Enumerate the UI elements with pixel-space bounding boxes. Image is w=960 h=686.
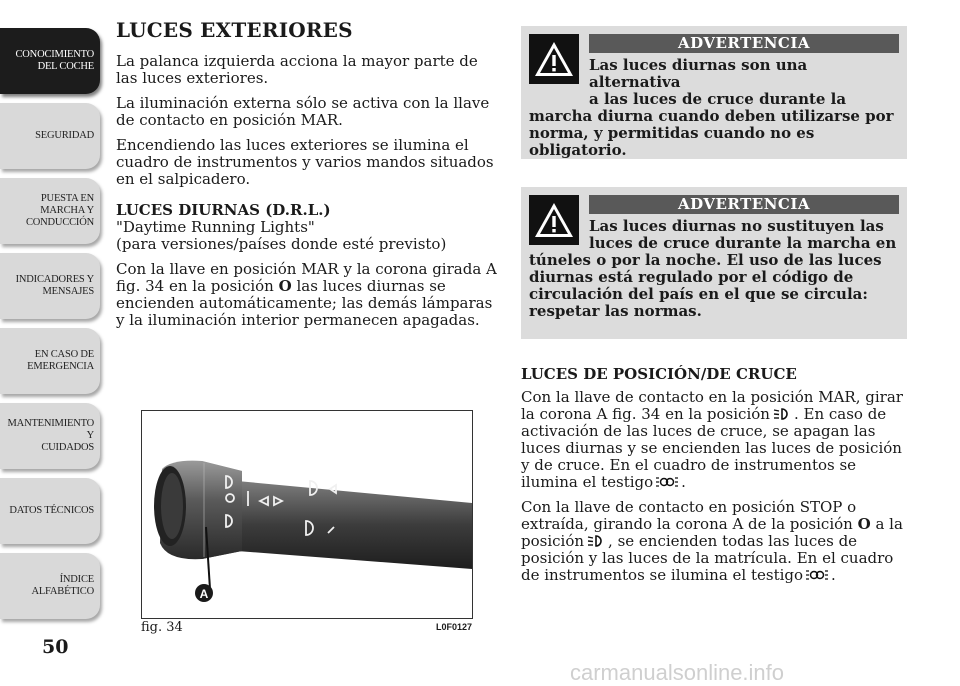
text: . — [681, 473, 686, 491]
tab-indice[interactable] — [0, 553, 100, 619]
tab-label: SEGURIDAD — [35, 130, 94, 141]
tab-label: EN CASO DE EMERGENCIA — [27, 349, 94, 372]
warning-triangle-icon — [529, 34, 579, 84]
tab-label: DATOS TÉCNICOS — [9, 505, 94, 516]
low-beam-position-icon — [587, 534, 605, 548]
figure-caption — [141, 620, 472, 635]
drl-subtitle: "Daytime Running Lights" — [116, 218, 315, 236]
text: . En caso de activación de las luces de cruce, se apagan las luces diurnas y se encienden las luces de posición y de cruce. En el cuadro de instrumentos se ilumina el testigo — [521, 405, 902, 491]
warning-header: ADVERTENCIA — [589, 195, 899, 214]
warning-line: Las luces diurnas son una alternativa — [589, 56, 808, 91]
tab-conocimiento[interactable] — [0, 28, 100, 94]
position-lights-indicator-icon — [806, 568, 828, 582]
text: , se encienden todas las luces de posición y las luces de la matrícula. En el cuadro de instrumentos se ilumina el testigo — [521, 532, 894, 584]
paragraph: La iluminación externa sólo se activa con la llave de contacto en posición MAR. — [116, 94, 490, 129]
tab-label: PUESTA EN MARCHA Y CONDUCCIÓN — [25, 193, 94, 228]
paragraph — [521, 389, 907, 491]
position-o: O — [278, 277, 292, 295]
watermark: carmanualsonline.info — [570, 660, 785, 685]
marker-a-label: A — [199, 587, 209, 601]
text: Con la llave de contacto en la posición MAR, girar la corona A fig. 34 en la posición — [521, 388, 903, 423]
warning-line: túneles o por la noche. El uso de las luces diurnas está regulado por el código de circulación del país en el que se circula: respetar las normas. — [529, 251, 882, 320]
tab-label: MANTENIMIENTO Y CUIDADOS — [7, 418, 94, 453]
drl-title: LUCES DIURNAS (D.R.L.) — [116, 201, 331, 219]
caption-text: fig. 34 — [141, 620, 183, 635]
tab-label: ÍNDICE ALFABÉTICO — [31, 574, 94, 597]
warning-header: ADVERTENCIA — [589, 34, 899, 53]
text: a la posición — [521, 515, 903, 550]
warning-triangle-icon — [529, 195, 579, 245]
paragraph — [116, 261, 501, 329]
stalk-illustration — [142, 411, 472, 618]
page-number: 50 — [42, 636, 69, 658]
tab-seguridad[interactable] — [0, 103, 100, 169]
figure-lever — [141, 410, 473, 619]
warning-text — [529, 218, 899, 320]
chapter-sidebar — [0, 28, 100, 628]
position-o: O — [857, 515, 871, 533]
figure-code: L0F0127 — [435, 622, 472, 632]
warning-line: Las luces diurnas no sustituyen las — [589, 217, 884, 235]
warning-line: marcha diurna cuando deben utilizarse por norma, y permitidas cuando no es obligatorio. — [529, 107, 894, 159]
warning-line: luces de cruce durante la marcha en — [589, 234, 897, 252]
paragraph: La palanca izquierda acciona la mayor parte de las luces exteriores. — [116, 52, 478, 87]
tab-puesta-en-marcha[interactable] — [0, 178, 100, 244]
warning-box-2 — [521, 187, 907, 339]
warning-box-1 — [521, 26, 907, 159]
warning-text — [529, 57, 899, 159]
warning-line: a las luces de cruce durante la — [589, 90, 847, 108]
tab-emergencia[interactable] — [0, 328, 100, 394]
tab-datos-tecnicos[interactable] — [0, 478, 100, 544]
tab-indicadores[interactable] — [0, 253, 100, 319]
section-title: LUCES DE POSICIÓN/DE CRUCE — [521, 365, 797, 383]
paragraph: Encendiendo las luces exteriores se ilumina el cuadro de instrumentos y varios mandos situados en el salpicadero. — [116, 136, 494, 188]
text: Con la llave de contacto en posición STOP o extraída, girando la corona A de la posición — [521, 498, 857, 533]
left-column — [116, 18, 501, 337]
text: Con la llave en posición MAR y la corona girada A fig. 34 en la posición — [116, 260, 497, 295]
tab-mantenimiento[interactable] — [0, 403, 100, 469]
section-title: LUCES EXTERIORES — [116, 18, 353, 42]
paragraph — [521, 499, 907, 584]
low-beam-position-icon — [773, 407, 791, 421]
tab-label: INDICADORES Y MENSAJES — [15, 274, 94, 297]
tab-label: CONOCIMIENTO DEL COCHE — [15, 49, 94, 72]
drl-note: (para versiones/países donde esté previsto) — [116, 235, 447, 253]
text: las luces diurnas se encienden automáticamente; las demás lámparas y la iluminación interior permanecen apagadas. — [116, 277, 493, 329]
right-column — [521, 366, 907, 592]
position-lights-indicator-icon — [656, 475, 678, 489]
text: . — [831, 566, 836, 584]
